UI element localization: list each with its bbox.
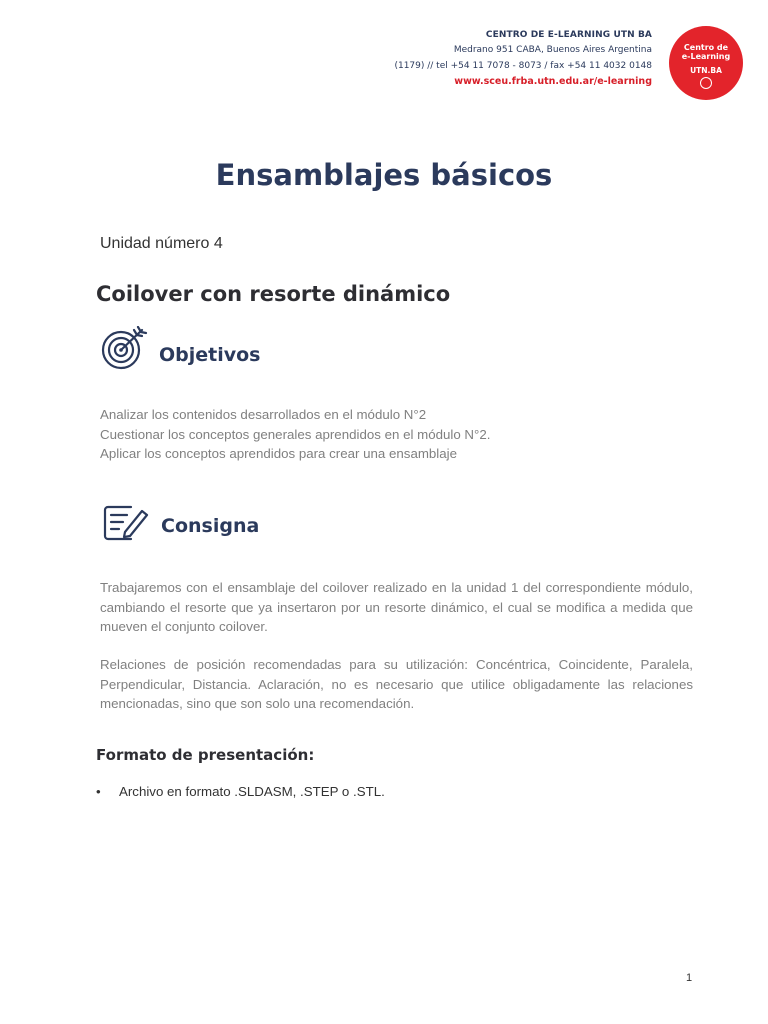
- page-number: 1: [686, 972, 693, 984]
- logo-line2: e-Learning: [681, 52, 731, 61]
- formato-heading: Formato de presentación:: [96, 746, 315, 764]
- consigna-heading: Consigna: [161, 515, 260, 537]
- objetivo-line-2: Cuestionar los conceptos generales aprendidos en el módulo N°2.: [100, 426, 491, 442]
- target-icon: [101, 326, 149, 370]
- logo-line1: Centro de: [683, 43, 729, 52]
- org-address: Medrano 951 CABA, Buenos Aires Argentina: [453, 45, 652, 55]
- logo-line3: UTN.BA: [690, 66, 722, 75]
- org-name: CENTRO DE E-LEARNING UTN BA: [485, 30, 652, 40]
- unit-label: Unidad número 4: [100, 235, 223, 252]
- objetivos-list: [100, 405, 693, 464]
- formato-list: [96, 783, 385, 801]
- objetivo-line-3: Aplicar los conceptos aprendidos para crear una ensamblaje: [100, 446, 458, 461]
- utn-logo: [669, 26, 743, 100]
- org-url[interactable]: www.sceu.frba.utn.edu.ar/e-learning: [454, 76, 652, 87]
- formato-item: • Archivo en formato .SLDASM, .STEP o .STL.: [96, 783, 385, 801]
- objetivos-heading: Objetivos: [159, 344, 261, 366]
- header-contact: [394, 28, 652, 89]
- objetivo-line-1: Analizar los contenidos desarrollados en el módulo N°2: [100, 407, 427, 422]
- logo-seal-icon: [700, 77, 712, 89]
- consigna-paragraph-2: Relaciones de posición recomendadas para su utilización: Concéntrica, Coincidente, Paralela, Perpendicular, Distancia. Aclaración, no es necesario que utilice obligadamente las relaciones mencionadas, sino que son solo una recomendación.: [100, 657, 693, 711]
- consigna-paragraph-1: Trabajaremos con el ensamblaje del coilover realizado en la unidad 1 del correspondiente módulo, cambiando el resorte que ya insertaron por un resorte dinámico, el cual se modifica a medida que mueven el conjunto coilover.: [100, 580, 693, 634]
- edit-document-icon: [101, 503, 151, 543]
- document-subtitle: Coilover con resorte dinámico: [96, 282, 451, 306]
- page-title: Ensamblajes básicos: [215, 158, 553, 192]
- org-phone: (1179) // tel +54 11 7078 - 8073 / fax +54 11 4032 0148: [394, 61, 652, 71]
